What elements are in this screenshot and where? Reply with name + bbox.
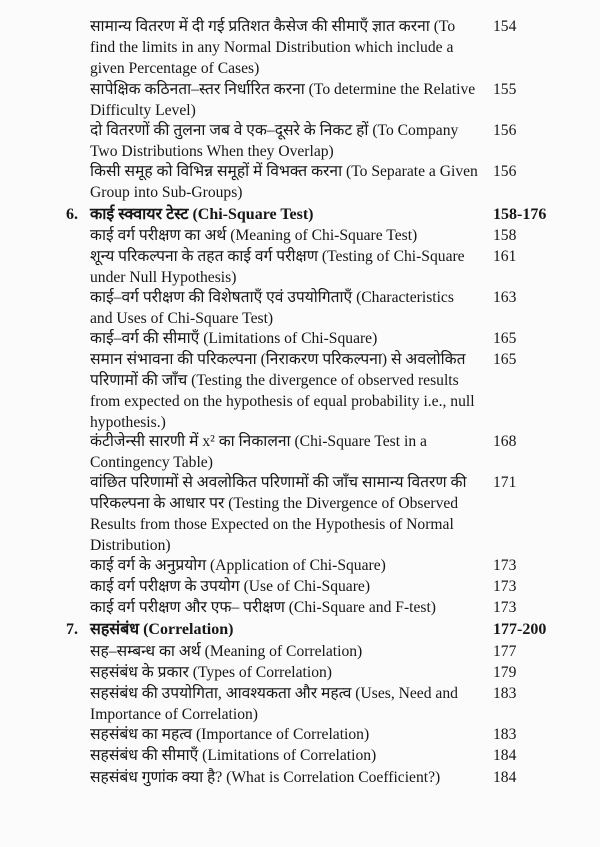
entry-title: सहसंबंध की सीमाएँ (Limitations of Correlation) xyxy=(90,747,377,764)
chapter-title xyxy=(66,205,456,226)
entry-page: 184 xyxy=(493,769,517,786)
chapter-pages: 177-200 xyxy=(493,621,547,638)
entry-title: काई वर्ग परीक्षण और एफ– परीक्षण (Chi-Square and F-test) xyxy=(90,599,436,616)
chapter-name: काई स्क्वायर टेस्ट (Chi-Square Test) xyxy=(90,206,314,223)
entry-title: काई वर्ग परीक्षण का अर्थ (Meaning of Chi-Square Test) xyxy=(90,227,418,244)
chapter-pages: 158-176 xyxy=(493,206,547,223)
entry-title: काई वर्ग के अनुप्रयोग (Application of Chi-Square) xyxy=(90,557,386,574)
entry-title: सामान्य वितरण में दी गई प्रतिशत कैसेज की सीमाएँ ज्ञात करना (To find the limits in any Normal Distribution which include a given Percentage of Cases) xyxy=(90,18,456,77)
entry-title: सह–सम्बन्ध का अर्थ (Meaning of Correlation) xyxy=(90,643,363,660)
entry-title: समान संभावना की परिकल्पना (निराकरण परिकल्पना) से अवलोकित परिणामों की जाँच (Testing the divergence of observed results from expected on the hypothesis of equal probability i.e., null hypothesis.) xyxy=(90,351,475,431)
entry-title: वांछित परिणामों से अवलोकित परिणामों की जाँच सामान्य वितरण की परिकल्पना के आधार पर (Testing the Divergence of Observed Results from those Expected on the Hypothesis of Normal Distribution) xyxy=(90,474,467,554)
entry-title: काई–वर्ग परीक्षण की विशेषताएँ एवं उपयोगिताएँ (Characteristics and Uses of Chi-Square Test) xyxy=(90,289,454,327)
entry-title: सहसंबंध की उपयोगिता, आवश्यकता और महत्व (Uses, Need and Importance of Correlation) xyxy=(90,685,458,723)
entry-page: 165 xyxy=(493,351,517,368)
entry-page: 163 xyxy=(493,289,517,306)
entry-title: सहसंबंध के प्रकार (Types of Correlation) xyxy=(90,664,333,681)
entry-page: 173 xyxy=(493,557,517,574)
entry-title: सापेक्षिक कठिनता–स्तर निर्धारित करना (To determine the Relative Difficulty Level) xyxy=(90,81,476,119)
entry-page: 156 xyxy=(493,122,517,139)
entry-page: 154 xyxy=(493,18,517,35)
entry-page: 155 xyxy=(493,81,517,98)
entry-title: काई–वर्ग की सीमाएँ (Limitations of Chi-Square) xyxy=(90,330,378,347)
chapter-number: 7. xyxy=(66,621,78,638)
entry-page: 179 xyxy=(493,664,517,681)
entry-title: कंटीजेन्सी सारणी में x² का निकालना (Chi-Square Test in a Contingency Table) xyxy=(90,433,427,471)
chapter-name: सहसंबंध (Correlation) xyxy=(90,621,234,638)
entry-page: 165 xyxy=(493,330,517,347)
entry-title: सहसंबंध का महत्व (Importance of Correlation) xyxy=(90,726,370,743)
entry-page: 183 xyxy=(493,726,517,743)
entry-title: शून्य परिकल्पना के तहत काई वर्ग परीक्षण (Testing of Chi-Square under Null Hypothesis) xyxy=(90,248,465,286)
entry-page: 171 xyxy=(493,474,517,491)
entry-page: 158 xyxy=(493,227,517,244)
entry-title: काई वर्ग परीक्षण के उपयोग (Use of Chi-Square) xyxy=(90,578,371,595)
entry-page: 173 xyxy=(493,578,517,595)
entry-page: 183 xyxy=(493,685,517,702)
entry-page: 173 xyxy=(493,599,517,616)
entry-page: 168 xyxy=(493,433,517,450)
entry-page: 156 xyxy=(493,163,517,180)
entry-title: दो वितरणों की तुलना जब वे एक–दूसरे के निकट हों (To Company Two Distributions When they Overlap) xyxy=(90,122,459,160)
entry-page: 177 xyxy=(493,643,517,660)
chapter-title xyxy=(66,620,456,641)
entry-page: 161 xyxy=(493,248,517,265)
entry-page: 184 xyxy=(493,747,517,764)
entry-title: किसी समूह को विभिन्न समूहों में विभक्त करना (To Separate a Given Group into Sub-Groups) xyxy=(90,163,478,201)
chapter-number: 6. xyxy=(66,206,78,223)
entry-title: सहसंबंध गुणांक क्या है? (What is Correlation Coefficient?) xyxy=(90,769,441,786)
